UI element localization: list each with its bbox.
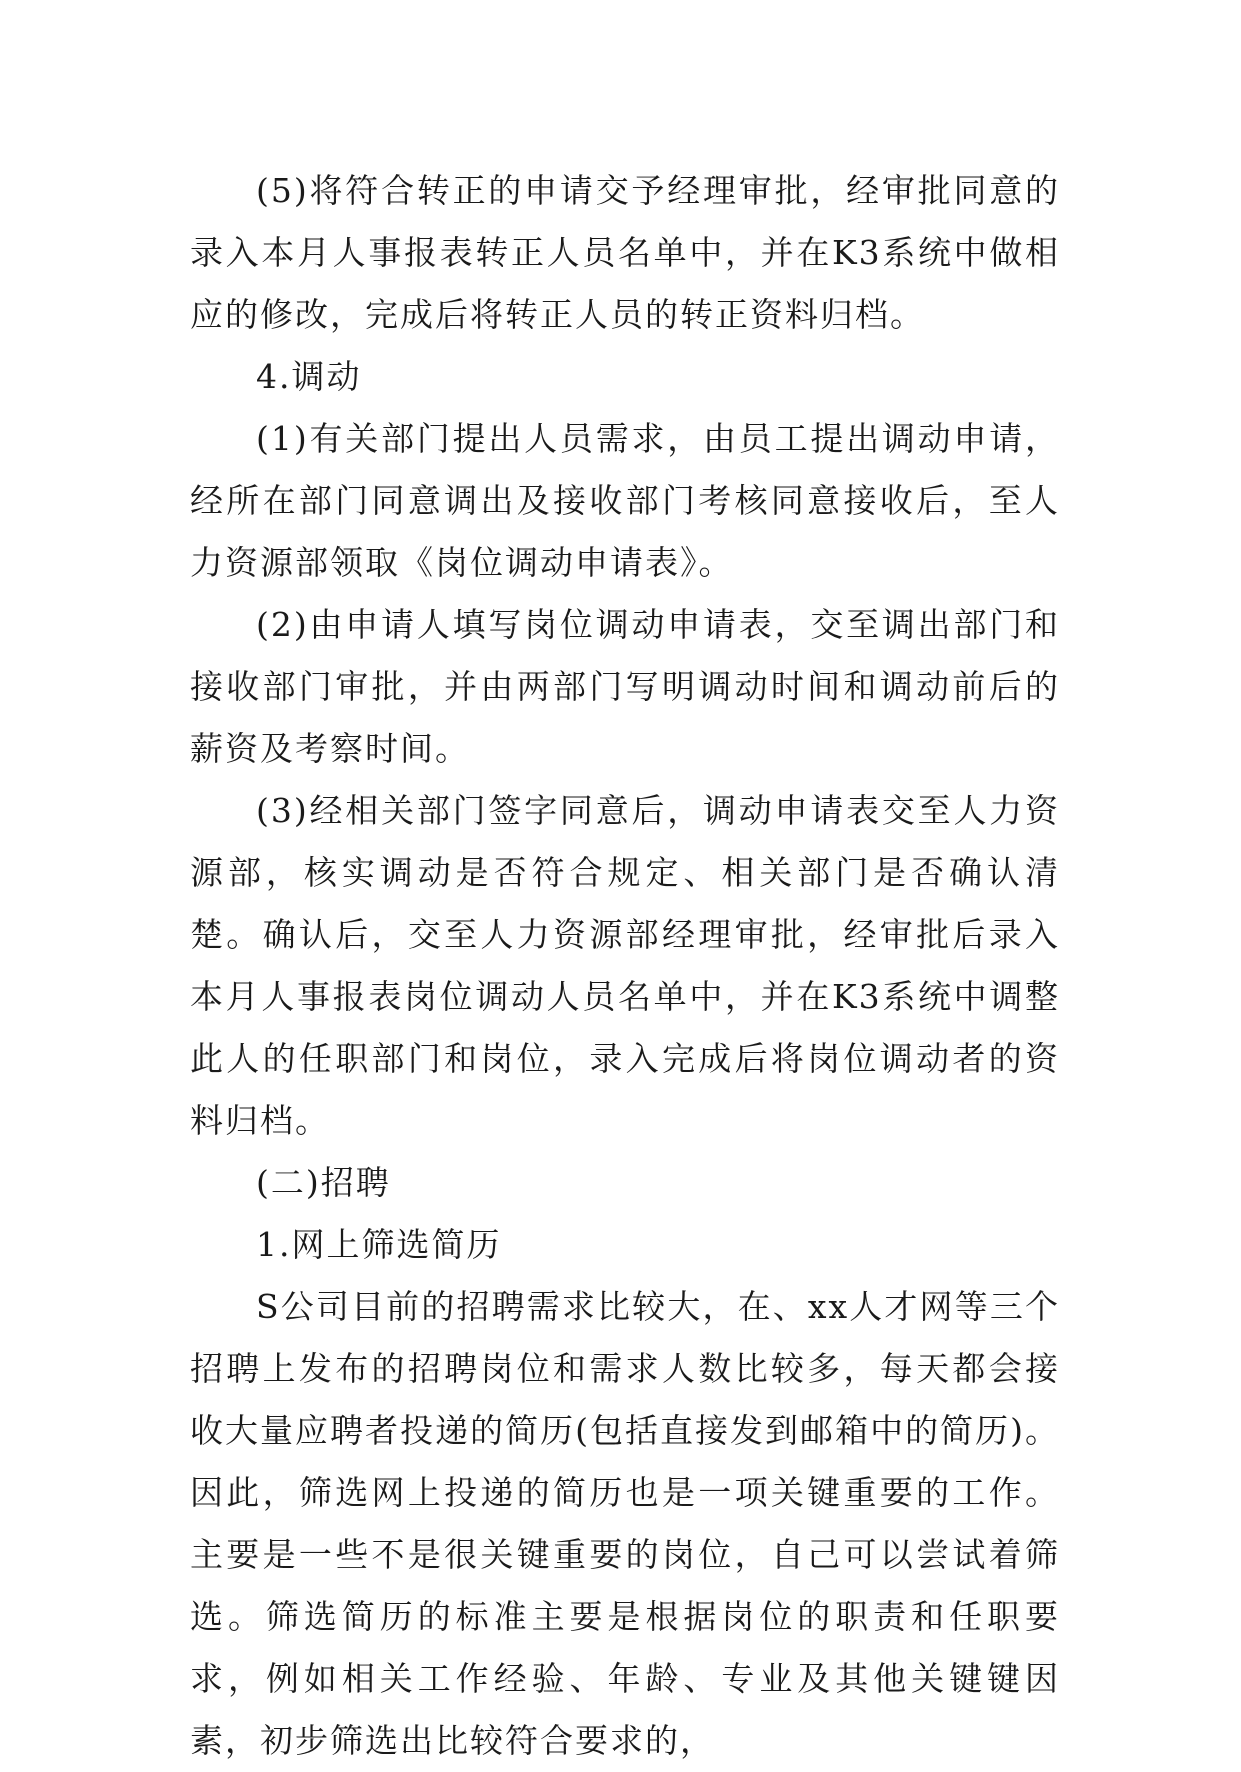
paragraph-transfer-step-1: (1)有关部门提出人员需求，由员工提出调动申请，经所在部门同意调出及接收部门考核同意接收后，至人力资源部领取《岗位调动申请表》。: [190, 419, 1060, 582]
paragraph-resume-screening: S公司目前的招聘需求比较大，在、xx人才网等三个招聘上发布的招聘岗位和需求人数比较多，每天都会接收大量应聘者投递的简历(包括直接发到邮箱中的简历)。因此，筛选网上投递的简历也是一项关键重要的工作。主要是一些不是很关键重要的岗位，自己可以尝试着筛选。筛选简历的标准主要是根据岗位的职责和任职要求，例如相关工作经验、年龄、专业及其他关键键因素，初步筛选出比较符合要求的，: [190, 1287, 1060, 1760]
paragraph-transfer-step-3: (3)经相关部门签字同意后，调动申请表交至人力资源部，核实调动是否符合规定、相关部门是否确认清楚。确认后，交至人力资源部经理审批，经审批后录入本月人事报表岗位调动人员名单中，并在K3系统中调整此人的任职部门和岗位，录入完成后将岗位调动者的资料归档。: [190, 791, 1060, 1140]
heading-recruitment: (二)招聘: [256, 1163, 391, 1202]
paragraph-transfer-step-2: (2)由申请人填写岗位调动申请表，交至调出部门和接收部门审批，并由两部门写明调动时间和调动前后的薪资及考察时间。: [190, 605, 1060, 768]
paragraph-probation-step-5: (5)将符合转正的申请交予经理审批，经审批同意的录入本月人事报表转正人员名单中，并在K3系统中做相应的修改，完成后将转正人员的转正资料归档。: [190, 171, 1060, 334]
heading-transfer: 4.调动: [256, 357, 362, 396]
document-body: [190, 160, 1060, 1772]
heading-online-resume-screening: 1.网上筛选简历: [256, 1225, 502, 1264]
